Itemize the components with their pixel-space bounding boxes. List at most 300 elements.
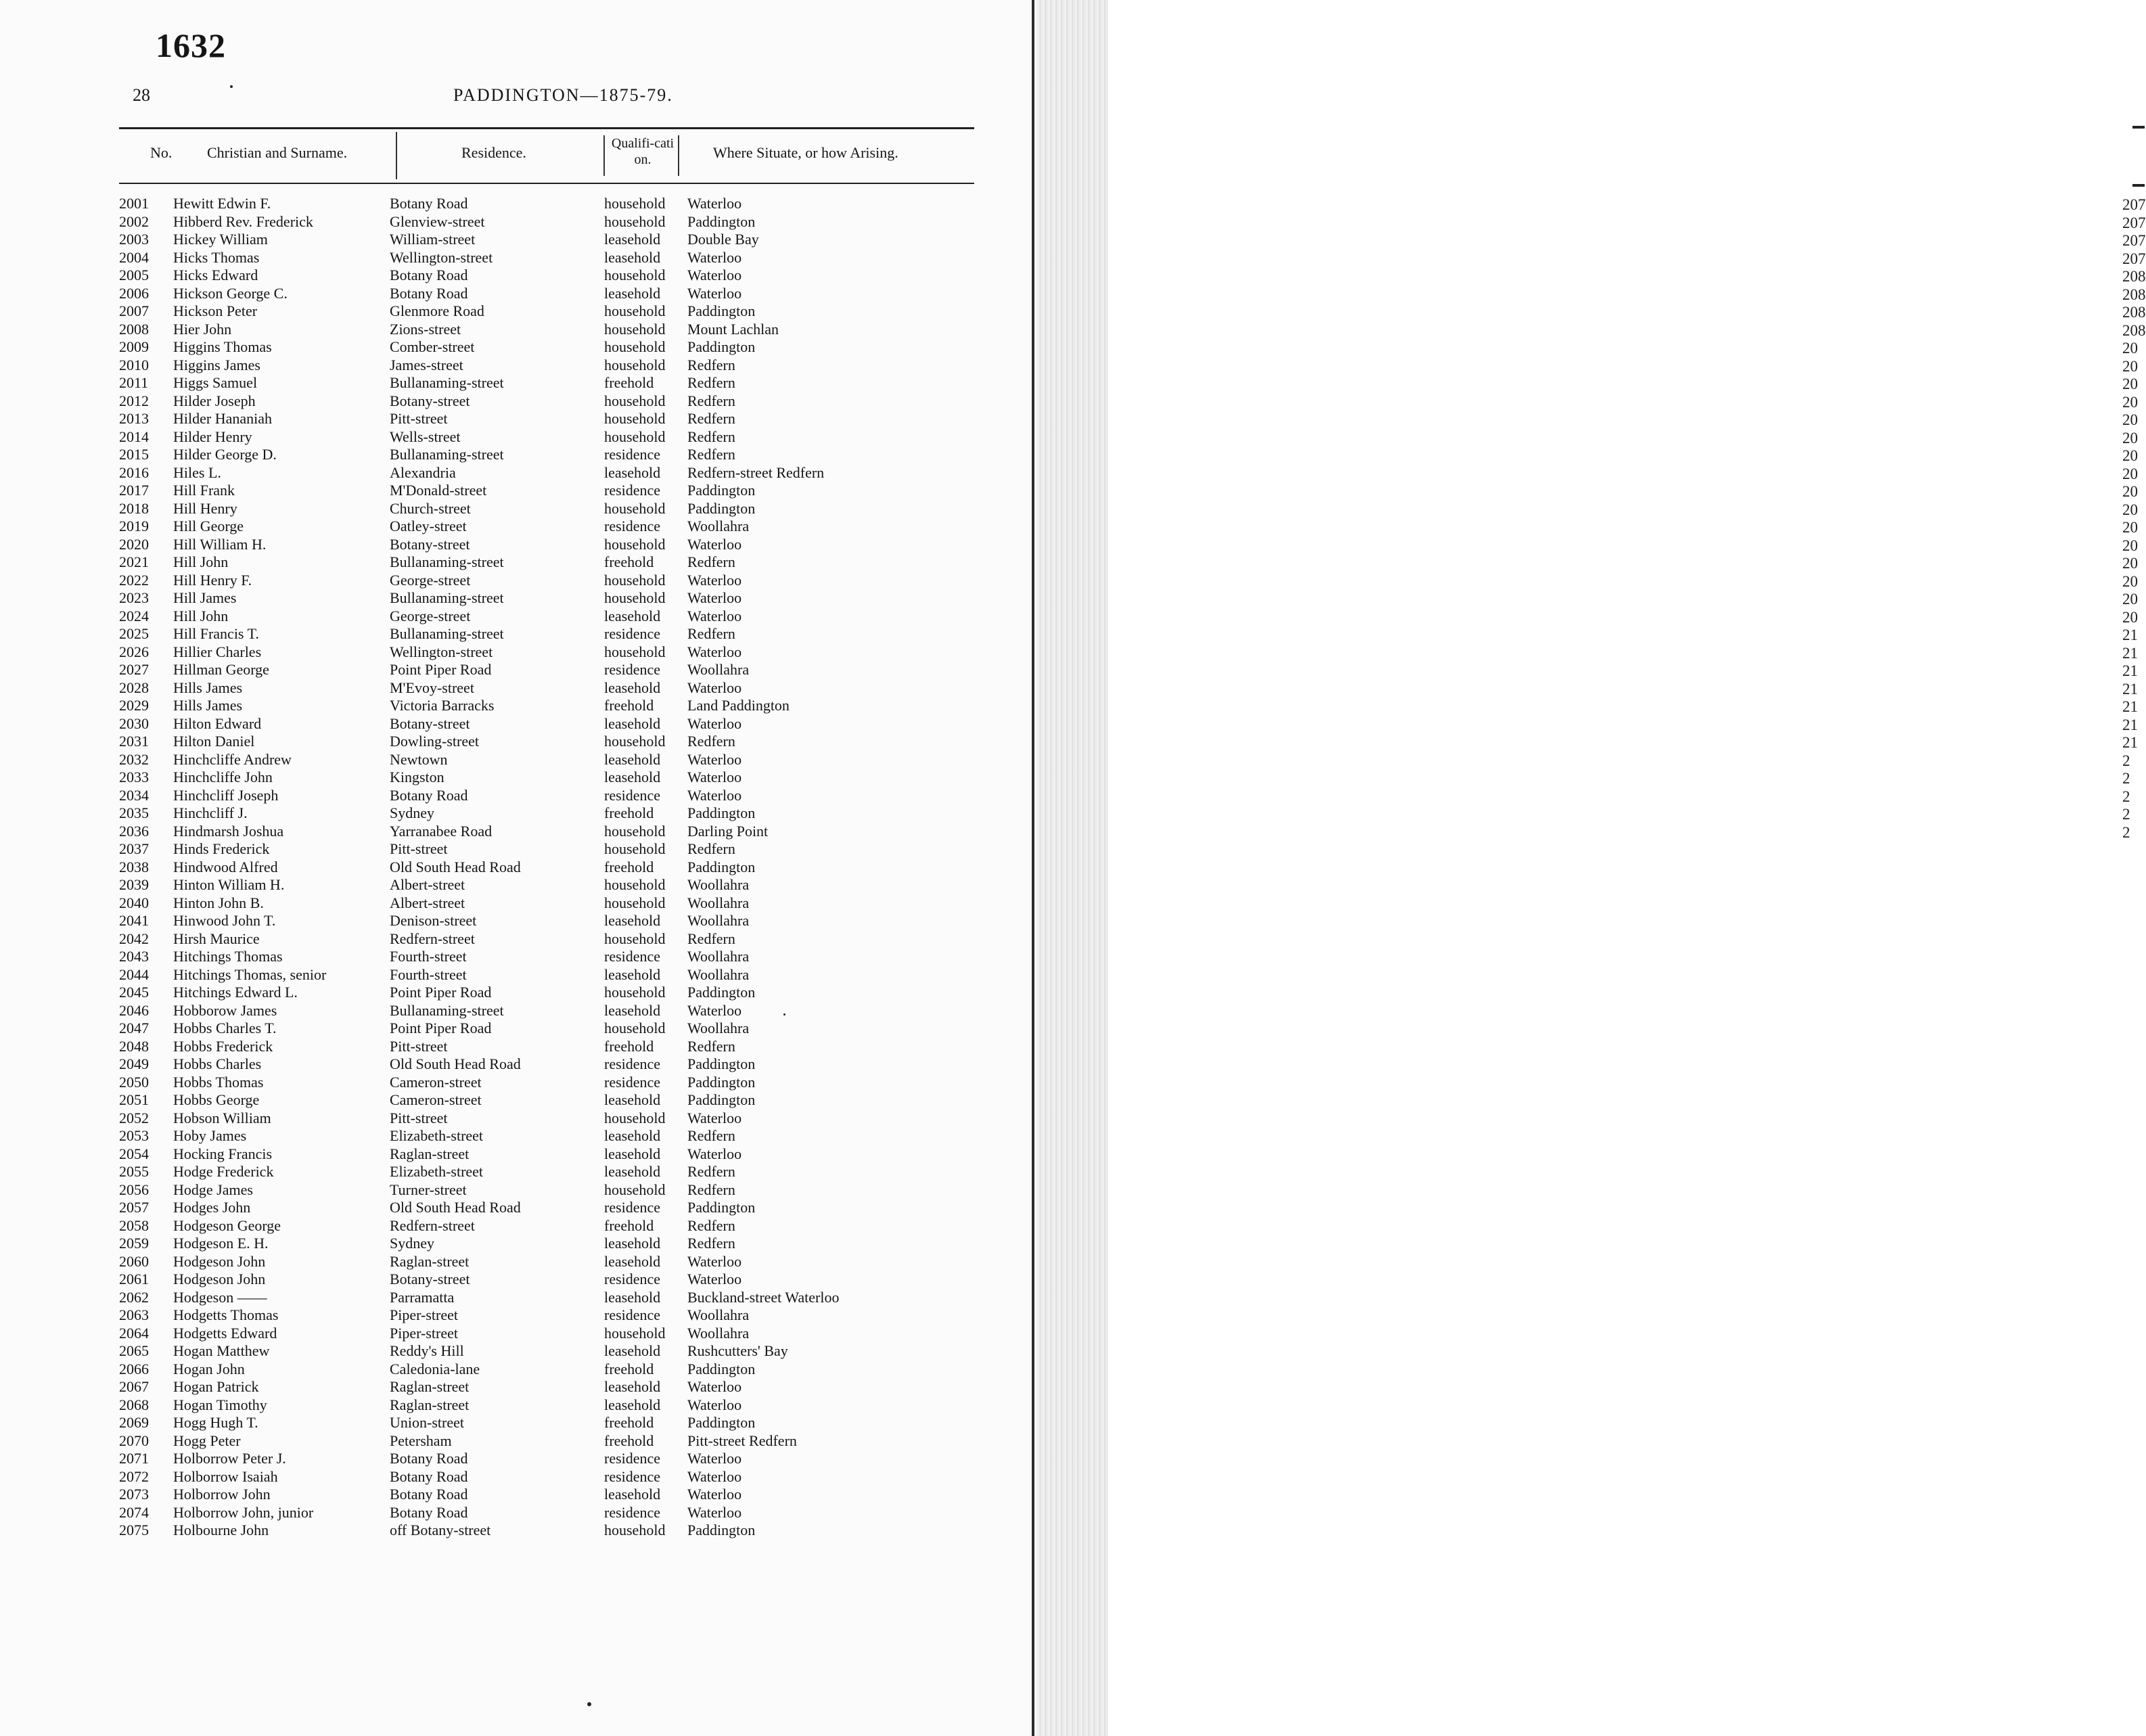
- table-row: [119, 1522, 1026, 1540]
- qualification: household: [604, 1181, 666, 1198]
- qualification: household: [604, 840, 666, 857]
- voter-name: Hinchcliff J.: [173, 804, 248, 821]
- table-row: [119, 1361, 1026, 1379]
- table-row: [119, 715, 1026, 733]
- facing-page-mark: [2132, 184, 2145, 187]
- qualification: leasehold: [604, 912, 661, 929]
- qualification: leasehold: [604, 607, 661, 624]
- residence: Old South Head Road: [390, 858, 521, 875]
- residence: Dowling-street: [390, 733, 479, 750]
- where-situate: Waterloo: [687, 267, 742, 283]
- entry-number: 2069: [119, 1414, 149, 1431]
- table-row: [119, 1181, 1026, 1200]
- where-situate: Waterloo: [687, 1145, 742, 1162]
- residence: Pitt-street: [390, 1109, 448, 1126]
- qualification: household: [604, 499, 666, 517]
- residence: Pitt-street: [390, 1037, 448, 1055]
- qualification: freehold: [604, 858, 654, 875]
- voter-name: Hobbs Frederick: [173, 1037, 273, 1055]
- entry-number: 2024: [119, 607, 149, 624]
- where-situate: Redfern: [687, 410, 735, 427]
- voter-name: Hills James: [173, 679, 243, 696]
- qualification: household: [604, 428, 666, 445]
- table-row: [119, 823, 1026, 841]
- voter-name: Hitchings Edward L.: [173, 984, 298, 1001]
- voter-name: Hicks Thomas: [173, 248, 260, 266]
- qualification: household: [604, 1109, 666, 1126]
- entry-number: 2061: [119, 1271, 149, 1287]
- table-row: [119, 1432, 1026, 1451]
- table-row: [119, 1199, 1026, 1217]
- voter-name: Hodgeson E. H.: [173, 1235, 269, 1252]
- column-divider-residence: [603, 135, 605, 176]
- facing-page-number: 207: [2122, 232, 2146, 249]
- qualification: household: [604, 733, 666, 750]
- qualification: freehold: [604, 553, 654, 570]
- facing-page-number: 21: [2122, 680, 2138, 698]
- entry-number: 2038: [119, 858, 149, 875]
- where-situate: Woollahra: [687, 894, 750, 911]
- entry-number: 2006: [119, 284, 149, 302]
- where-situate: Paddington: [687, 499, 756, 517]
- table-row: [119, 1235, 1026, 1253]
- entry-number: 2029: [119, 697, 149, 714]
- where-situate: Waterloo: [687, 1252, 742, 1270]
- facing-page-number: 208: [2122, 285, 2146, 303]
- table-row: [119, 1504, 1026, 1522]
- table-row: [119, 661, 1026, 679]
- where-situate: Paddington: [687, 1073, 756, 1091]
- qualification: household: [604, 338, 666, 355]
- where-situate: Redfern: [687, 428, 735, 445]
- residence: Raglan-street: [390, 1396, 470, 1413]
- entry-number: 2008: [119, 320, 149, 338]
- header-bottom-rule: [119, 183, 974, 184]
- facing-page-number: 20: [2122, 411, 2138, 428]
- voter-name: Hickson George C.: [173, 284, 288, 302]
- voter-name: Hilder Hananiah: [173, 410, 272, 427]
- entry-number: 2066: [119, 1360, 149, 1377]
- where-situate: Redfern: [687, 392, 735, 409]
- entry-number: 2060: [119, 1252, 149, 1270]
- residence: Bullanaming-street: [390, 589, 504, 606]
- qualification: leasehold: [604, 679, 661, 696]
- where-situate: Redfern: [687, 446, 735, 463]
- residence: Denison-street: [390, 912, 477, 929]
- table-row: [119, 840, 1026, 859]
- residence: Comber-street: [390, 338, 475, 355]
- qualification: leasehold: [604, 284, 661, 302]
- qualification: residence: [604, 446, 661, 463]
- entry-number: 2031: [119, 733, 149, 750]
- voter-name: Hill Frank: [173, 482, 235, 499]
- where-situate: Waterloo: [687, 1450, 742, 1467]
- entry-number: 2011: [119, 374, 149, 391]
- column-divider-name: [396, 132, 397, 179]
- residence: Point Piper Road: [390, 661, 492, 678]
- voter-name: Hillier Charles: [173, 643, 262, 660]
- residence: Botany Road: [390, 284, 468, 302]
- table-row: [119, 1271, 1026, 1289]
- residence: Old South Head Road: [390, 1199, 521, 1216]
- qualification: household: [604, 195, 666, 212]
- where-situate: Woollahra: [687, 1020, 750, 1036]
- where-situate: Paddington: [687, 1360, 756, 1377]
- qualification: residence: [604, 1055, 661, 1072]
- residence: Cameron-street: [390, 1073, 482, 1091]
- column-header-where: Where Situate, or how Arising.: [713, 144, 898, 161]
- voter-name: Hodgeson John: [173, 1271, 266, 1287]
- table-row: [119, 679, 1026, 698]
- table-row: [119, 1127, 1026, 1145]
- where-situate: Redfern: [687, 733, 735, 750]
- table-row: [119, 1378, 1026, 1396]
- voter-name: Hinchcliffe John: [173, 769, 273, 785]
- where-situate: Woollahra: [687, 1306, 750, 1323]
- qualification: residence: [604, 948, 661, 965]
- where-situate: Woollahra: [687, 948, 750, 965]
- voter-name: Hill Francis T.: [173, 625, 259, 642]
- voter-name: Hilton Edward: [173, 714, 262, 732]
- voter-name: Hibberd Rev. Frederick: [173, 212, 313, 230]
- where-situate: Waterloo: [687, 750, 742, 768]
- facing-page-edge: [1036, 0, 2146, 1736]
- where-situate: Paddington: [687, 1199, 756, 1216]
- qualification: leasehold: [604, 1378, 661, 1395]
- table-row: [119, 338, 1026, 357]
- table-row: [119, 751, 1026, 769]
- residence: Petersham: [390, 1432, 452, 1449]
- table-row: [119, 912, 1026, 930]
- entry-number: 2053: [119, 1127, 149, 1144]
- facing-page-number: 207: [2122, 250, 2146, 267]
- facing-page-number: 20: [2122, 429, 2138, 447]
- where-situate: Darling Point: [687, 822, 769, 840]
- residence: Bullanaming-street: [390, 625, 504, 642]
- table-row: [119, 518, 1026, 536]
- table-row: [119, 572, 1026, 590]
- residence: Newtown: [390, 750, 448, 768]
- qualification: freehold: [604, 1432, 654, 1449]
- qualification: leasehold: [604, 1342, 661, 1359]
- residence: Botany-street: [390, 535, 470, 553]
- entry-number: 2056: [119, 1181, 149, 1198]
- entry-number: 2030: [119, 714, 149, 732]
- facing-page-number: 20: [2122, 340, 2138, 357]
- entry-number: 2032: [119, 750, 149, 768]
- residence: Caledonia-lane: [390, 1360, 480, 1377]
- where-situate: Buckland-street Waterloo: [687, 1288, 840, 1306]
- residence: Botany Road: [390, 267, 468, 283]
- voter-name: Hill George: [173, 518, 244, 534]
- facing-page-number: 208: [2122, 268, 2146, 285]
- table-row: [119, 625, 1026, 643]
- qualification: household: [604, 356, 666, 373]
- where-situate: Waterloo: [687, 589, 742, 606]
- entry-number: 2048: [119, 1037, 149, 1055]
- entry-number: 2035: [119, 804, 149, 821]
- entry-number: 2018: [119, 499, 149, 517]
- table-row: [119, 1396, 1026, 1415]
- residence: Raglan-street: [390, 1252, 470, 1270]
- entry-number: 2026: [119, 643, 149, 660]
- residence: Oatley-street: [390, 518, 467, 534]
- table-row: [119, 1055, 1026, 1074]
- voter-name: Hinwood John T.: [173, 912, 276, 929]
- qualification: leasehold: [604, 1288, 661, 1306]
- voter-name: Hocking Francis: [173, 1145, 273, 1162]
- table-row: [119, 859, 1026, 877]
- residence: Glenmore Road: [390, 302, 484, 319]
- where-situate: Woollahra: [687, 876, 750, 893]
- facing-page-number: 207: [2122, 196, 2146, 213]
- entry-number: 2044: [119, 965, 149, 983]
- entry-number: 2014: [119, 428, 149, 445]
- entry-number: 2062: [119, 1288, 149, 1306]
- qualification: leasehold: [604, 1163, 661, 1180]
- facing-page-number: 20: [2122, 555, 2138, 572]
- voter-name: Hill John: [173, 553, 229, 570]
- qualification: household: [604, 392, 666, 409]
- voter-name: Hindwood Alfred: [173, 858, 278, 875]
- voter-name: Hillman George: [173, 661, 269, 678]
- voter-name: Hobbs Thomas: [173, 1073, 264, 1091]
- voter-name: Hill Henry F.: [173, 571, 252, 589]
- voter-name: Holbourne John: [173, 1522, 269, 1538]
- residence: Church-street: [390, 499, 471, 517]
- residence: M'Evoy-street: [390, 679, 474, 696]
- table-row: [119, 984, 1026, 1002]
- column-header-name: Christian and Surname.: [207, 144, 348, 161]
- entry-number: 2004: [119, 248, 149, 266]
- entry-number: 2054: [119, 1145, 149, 1162]
- where-situate: Rushcutters' Bay: [687, 1342, 788, 1359]
- residence: M'Donald-street: [390, 482, 487, 499]
- where-situate: Pitt-street Redfern: [687, 1432, 797, 1449]
- where-situate: Waterloo: [687, 1396, 742, 1413]
- voter-name: Hinton John B.: [173, 894, 264, 911]
- table-row: [119, 1289, 1026, 1307]
- where-situate: Redfern: [687, 1235, 735, 1252]
- voter-name: Hills James: [173, 697, 243, 714]
- residence: Reddy's Hill: [390, 1342, 464, 1359]
- residence: William-street: [390, 231, 476, 248]
- qualification: residence: [604, 1199, 661, 1216]
- entry-number: 2007: [119, 302, 149, 319]
- entry-number: 2057: [119, 1199, 149, 1216]
- voter-name: Hinchcliffe Andrew: [173, 750, 292, 768]
- voter-name: Hill William H.: [173, 535, 267, 553]
- where-situate: Paddington: [687, 1091, 756, 1108]
- table-row: [119, 392, 1026, 411]
- table-row: [119, 1038, 1026, 1056]
- where-situate: Redfern: [687, 1216, 735, 1234]
- qualification: leasehold: [604, 1235, 661, 1252]
- residence: Raglan-street: [390, 1378, 470, 1395]
- qualification: leasehold: [604, 769, 661, 785]
- sheet-number: 1632: [156, 26, 226, 64]
- entry-number: 2027: [119, 661, 149, 678]
- voter-name: Hill Henry: [173, 499, 237, 517]
- where-situate: Waterloo: [687, 195, 742, 212]
- table-row: [119, 1468, 1026, 1486]
- page-number: 28: [133, 85, 150, 105]
- voter-name: Holborrow Peter J.: [173, 1450, 286, 1467]
- qualification: residence: [604, 1450, 661, 1467]
- table-row: [119, 1306, 1026, 1325]
- where-situate: Waterloo: [687, 248, 742, 266]
- residence: George-street: [390, 607, 471, 624]
- facing-page-number: 20: [2122, 483, 2138, 500]
- where-situate: Waterloo: [687, 1271, 742, 1287]
- entry-number: 2037: [119, 840, 149, 857]
- table-row: [119, 553, 1026, 572]
- facing-page-number: 21: [2122, 626, 2138, 643]
- qualification: household: [604, 876, 666, 893]
- facing-page-number: 21: [2122, 644, 2138, 662]
- where-situate: Waterloo: [687, 714, 742, 732]
- voter-name: Hobbs Charles T.: [173, 1020, 277, 1036]
- qualification: leasehold: [604, 1396, 661, 1413]
- qualification: household: [604, 1020, 666, 1036]
- residence: Fourth-street: [390, 965, 467, 983]
- where-situate: Redfern: [687, 930, 735, 947]
- facing-page-number: 20: [2122, 447, 2138, 464]
- table-row: [119, 1145, 1026, 1164]
- where-situate: Paddington: [687, 984, 756, 1001]
- table-row: [119, 302, 1026, 321]
- entry-number: 2045: [119, 984, 149, 1001]
- voter-name: Hodgeson George: [173, 1216, 281, 1234]
- residence: Bullanaming-street: [390, 374, 504, 391]
- voter-name: Hilton Daniel: [173, 733, 255, 750]
- qualification: residence: [604, 1073, 661, 1091]
- where-situate: Waterloo: [687, 571, 742, 589]
- voter-name: Hewitt Edwin F.: [173, 195, 271, 212]
- entry-number: 2021: [119, 553, 149, 570]
- where-situate: Redfern: [687, 1163, 735, 1180]
- entry-number: 2033: [119, 769, 149, 785]
- residence: George-street: [390, 571, 471, 589]
- table-row: [119, 1414, 1026, 1432]
- voter-name: Holborrow John: [173, 1486, 271, 1503]
- residence: Botany-street: [390, 1271, 470, 1287]
- voter-name: Hilder George D.: [173, 446, 277, 463]
- entry-number: 2003: [119, 231, 149, 248]
- residence: Sydney: [390, 1235, 434, 1252]
- table-row: [119, 589, 1026, 608]
- table-row: [119, 1325, 1026, 1343]
- where-situate: Waterloo: [687, 643, 742, 660]
- voter-list: [119, 195, 1026, 1540]
- column-divider-qualification: [678, 135, 679, 176]
- entry-number: 2043: [119, 948, 149, 965]
- table-row: [119, 769, 1026, 787]
- qualification: freehold: [604, 1037, 654, 1055]
- voter-name: Hodge Frederick: [173, 1163, 274, 1180]
- qualification: leasehold: [604, 463, 661, 481]
- residence: Piper-street: [390, 1324, 458, 1342]
- table-row: [119, 482, 1026, 500]
- where-situate: Waterloo: [687, 786, 742, 804]
- where-situate: Waterloo: [687, 1503, 742, 1521]
- residence: Redfern-street: [390, 930, 475, 947]
- residence: Victoria Barracks: [390, 697, 495, 714]
- qualification: household: [604, 267, 666, 283]
- entry-number: 2015: [119, 446, 149, 463]
- facing-page-number: 21: [2122, 734, 2138, 751]
- qualification: household: [604, 822, 666, 840]
- facing-page-number: 21: [2122, 698, 2138, 715]
- voter-name: Hobbs Charles: [173, 1055, 262, 1072]
- entry-number: 2002: [119, 212, 149, 230]
- facing-page-number: 2: [2122, 787, 2130, 805]
- voter-name: Hobborow James: [173, 1001, 277, 1019]
- entry-number: 2059: [119, 1235, 149, 1252]
- where-situate: Redfern: [687, 1181, 735, 1198]
- where-situate: Woollahra: [687, 1324, 750, 1342]
- qualification: leasehold: [604, 231, 661, 248]
- entry-number: 2023: [119, 589, 149, 606]
- qualification: leasehold: [604, 1252, 661, 1270]
- qualification: freehold: [604, 697, 654, 714]
- voter-name: Hogan John: [173, 1360, 245, 1377]
- facing-page-number: 21: [2122, 662, 2138, 679]
- table-row: [119, 876, 1026, 894]
- facing-page-number: 20: [2122, 519, 2138, 536]
- qualification: residence: [604, 786, 661, 804]
- residence: Piper-street: [390, 1306, 458, 1323]
- entry-number: 2074: [119, 1503, 149, 1521]
- facing-page-number: 20: [2122, 393, 2138, 411]
- entry-number: 2071: [119, 1450, 149, 1467]
- table-row: [119, 231, 1026, 249]
- table-row: [119, 1217, 1026, 1235]
- where-situate: Paddington: [687, 1055, 756, 1072]
- qualification: household: [604, 930, 666, 947]
- table-row: [119, 1163, 1026, 1181]
- entry-number: 2005: [119, 267, 149, 283]
- residence: Old South Head Road: [390, 1055, 521, 1072]
- facing-page-number: 20: [2122, 375, 2138, 392]
- qualification: residence: [604, 1467, 661, 1485]
- entry-number: 2072: [119, 1467, 149, 1485]
- residence: Botany-street: [390, 714, 470, 732]
- entry-number: 2040: [119, 894, 149, 911]
- voter-name: Hitchings Thomas, senior: [173, 965, 327, 983]
- entry-number: 2064: [119, 1324, 149, 1342]
- qualification: leasehold: [604, 1001, 661, 1019]
- facing-page-number: 20: [2122, 591, 2138, 608]
- entry-number: 2055: [119, 1163, 149, 1180]
- where-situate: Paddington: [687, 302, 756, 319]
- table-row: [119, 446, 1026, 464]
- table-row: [119, 608, 1026, 626]
- where-situate: Redfern: [687, 1037, 735, 1055]
- where-situate: Woollahra: [687, 912, 750, 929]
- table-row: [119, 195, 1026, 213]
- table-row: [119, 285, 1026, 303]
- residence: Redfern-street: [390, 1216, 475, 1234]
- qualification: leasehold: [604, 750, 661, 768]
- voter-name: Holborrow John, junior: [173, 1503, 314, 1521]
- where-situate: Redfern: [687, 553, 735, 570]
- residence: Sydney: [390, 804, 434, 821]
- qualification: residence: [604, 1271, 661, 1287]
- table-row: [119, 1342, 1026, 1361]
- table-row: [119, 536, 1026, 554]
- entry-number: 2047: [119, 1020, 149, 1036]
